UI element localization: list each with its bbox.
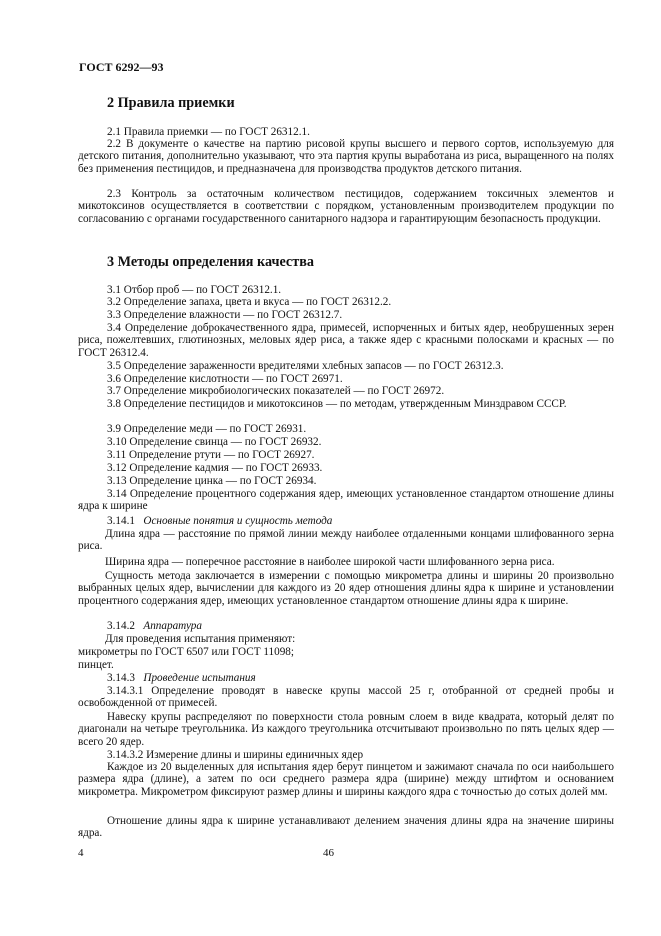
definition-length: Длина ядра — расстояние по прямой линии между наиболее отдаленными концами шлифованного зерна риса. [78,528,614,553]
apparatus-item-2: пинцет. [78,659,114,671]
apparatus-item-1: микрометры по ГОСТ 6507 или ГОСТ 11098; [78,646,295,658]
item-3-9: 3.9 Определение меди — по ГОСТ 26931. [107,423,307,435]
subsection-number: 3.14.2 [107,620,135,632]
measurement-procedure: Каждое из 20 выделенных для испытания ядер берут пинцетом и зажимают сначала по оси наибольшего размера ядра (длине), а затем по оси среднего размера ядра (ширине) между штифтом и основанием микрометра. Микрометром фиксируют размер длины и ширины каждого ядра с точностью до сотых долей мм. [78,761,614,798]
subsection-3-14-2 [78,620,614,632]
subsection-number: 3.14.3 [107,672,135,684]
sample-spreading: Навеску крупы распределяют по поверхности стола ровным слоем в виде квадрата, который делят по диагонали на четыре треугольника. Из каждого треугольника отсчитывают произвольно по пять целых ядер — всего 20 ядер. [78,711,614,748]
item-3-14: 3.14 Определение процентного содержания ядер, имеющих установленное стандартом отношение длины ядра к ширине [78,488,614,513]
page-number: 46 [323,847,334,859]
method-essence: Сущность метода заключается в измерении с помощью микрометра длины и ширины 20 произвольно выбранных целых ядер, вычислении для каждого из 20 ядер отношения длины ядра к ширине и установлении процентного содержания ядер, имеющих установленное стандартом отношение длины ядра к ширине. [78,570,614,607]
item-3-12: 3.12 Определение кадмия — по ГОСТ 26933. [107,462,323,474]
section-3-title: 3 Методы определения качества [107,254,314,270]
section-2-title: 2 Правила приемки [107,95,235,111]
subsection-title: Основные понятия и сущность метода [143,515,333,527]
subsection-3-14-3 [78,672,614,684]
item-3-6: 3.6 Определение кислотности — по ГОСТ 26971. [107,373,343,385]
item-3-1: 3.1 Отбор проб — по ГОСТ 26312.1. [107,284,282,296]
item-3-14-3-2: 3.14.3.2 Измерение длины и ширины единичных ядер [107,749,364,761]
item-3-4: 3.4 Определение доброкачественного ядра, примесей, испорченных и битых ядер, необрушенных зерен риса, пожелтевших, глютинозных, меловых ядер риса, а также ядер с красными полосками и красных — по ГОСТ 26312.4. [78,322,614,359]
apparatus-intro: Для проведения испытания применяют: [105,633,296,645]
subsection-title: Проведение испытания [143,672,256,684]
footer-left-number: 4 [78,847,84,859]
subsection-3-14-1 [78,515,614,527]
subsection-title: Аппаратура [143,620,202,632]
subsection-number: 3.14.1 [107,515,135,527]
ratio-calculation: Отношение длины ядра к ширине устанавливают делением значения длины ядра на значение ширины ядра. [78,815,614,840]
item-3-8: 3.8 Определение пестицидов и микотоксинов — по методам, утвержденным Минздравом СССР. [107,398,567,410]
para-2-2: 2.2 В документе о качестве на партию рисовой крупы высшего и первого сортов, используемую для детского питания, дополнительно указывают, что эта партия крупы выработана из риса, выращенного на полях без применения пестицидов, и предназначена для производства продуктов детского питания. [78,138,614,175]
item-3-2: 3.2 Определение запаха, цвета и вкуса — по ГОСТ 26312.2. [107,296,392,308]
para-2-3: 2.3 Контроль за остаточным количеством пестицидов, содержанием токсичных элементов и микотоксинов осуществляется в соответствии с порядком, установленным производителем продукции по согласованию с органами государственного санитарного надзора и гарантирующим безопасность продукции. [78,188,614,225]
item-3-5: 3.5 Определение зараженности вредителями хлебных запасов — по ГОСТ 26312.3. [107,360,504,372]
item-3-7: 3.7 Определение микробиологических показателей — по ГОСТ 26972. [107,385,445,397]
item-3-14-3-1: 3.14.3.1 Определение проводят в навеске крупы массой 25 г, отобранной от средней пробы и освобожденной от примесей. [78,685,614,710]
document-header: ГОСТ 6292—93 [79,60,164,74]
para-2-1: 2.1 Правила приемки — по ГОСТ 26312.1. [107,126,310,138]
item-3-13: 3.13 Определение цинка — по ГОСТ 26934. [107,475,317,487]
definition-width: Ширина ядра — поперечное расстояние в наиболее широкой части шлифованного зерна риса. [105,556,555,568]
item-3-10: 3.10 Определение свинца — по ГОСТ 26932. [107,436,322,448]
item-3-11: 3.11 Определение ртути — по ГОСТ 26927. [107,449,315,461]
item-3-3: 3.3 Определение влажности — по ГОСТ 26312.7. [107,309,343,321]
